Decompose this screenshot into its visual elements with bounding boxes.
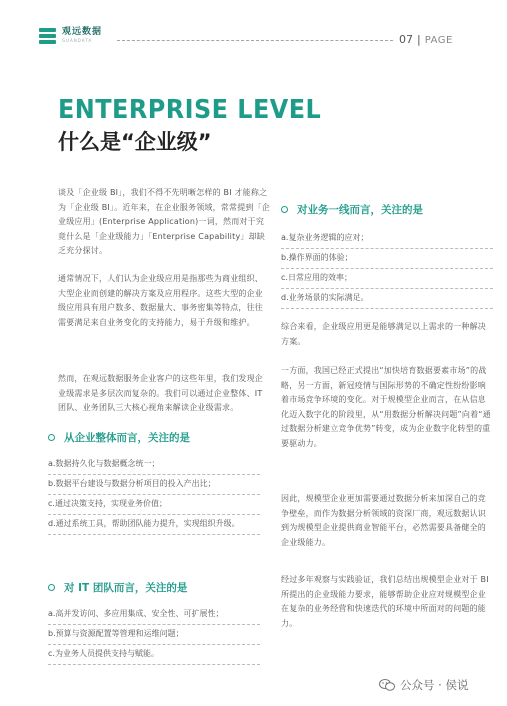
- right-paragraph-4: 经过多年观察与实践验证，我们总结出规模型企业对于 BI 所提出的企业级能力要求，能够帮助企业应对规模型企业在复杂的业务经营和快速迭代的环境中所面对的问题的能力。: [281, 575, 489, 628]
- page-label: PAGE: [424, 35, 453, 46]
- bullet-ring-icon: [48, 434, 55, 441]
- brand-subtitle: GUANDATA: [62, 38, 93, 43]
- title-chinese: 什么是“企业级”: [58, 130, 212, 154]
- list-item: c.通过决策支持，实现业务价值；: [48, 495, 260, 515]
- section-heading-business: [281, 202, 423, 217]
- right-paragraph-2: 一方面，我国已经正式提出“加快培育数据要素市场”的战略，另一方面，新冠疫情与国际形势的不确定性纷纷影响着市场竞争环境的变化。对于规模型企业而言，在从信息化迈入数字化的阶段里，从“用数据分析解决问题”向着“通过数据分析建立竞争优势”转变，成为企业数字化转型的重要驱动力。: [281, 366, 491, 448]
- watermark-text: 公众号 · 侯说: [400, 678, 469, 692]
- bullet-ring-icon: [281, 206, 288, 213]
- page-indicator: 07 | PAGE: [399, 33, 453, 46]
- brand-name: 观远数据: [62, 27, 103, 37]
- logo-icon: [39, 27, 56, 44]
- right-paragraph-1: 综合来看，企业级应用更是能够满足以上需求的一种解决方案。: [281, 322, 486, 346]
- section-heading-it: [48, 580, 187, 595]
- right-paragraph-3: 因此，规模型企业更加需要通过数据分析来加深自己的竞争壁垒，而作为数据分析领域的资深厂商，观远数据认识到为规模型企业提供商业智能平台，必然需要具备健全的企业级能力。: [281, 494, 486, 547]
- wechat-icon: [379, 679, 395, 691]
- intro-paragraph-2: 通常情况下，人们认为企业级应用是指那些为商业组织、大型企业而创建的解决方案及应用程序。这些大型的企业级应用具有用户数多、数据量大、事务密集等特点，往往需要满足来自业务变化的支持能力，易于升级和维护。: [58, 274, 263, 327]
- list-item: a.高并发访问、多应用集成、安全性、可扩展性；: [48, 605, 260, 625]
- list-item: c.日常应用的效率；: [281, 269, 493, 289]
- section-heading-text: 对 IT 团队而言，关注的是: [64, 582, 188, 594]
- intro-paragraph-3: 然而，在观远数据服务企业客户的这些年里，我们发现企业级需求是多层次而复杂的。我们可以通过企业整体、IT团队、业务团队三大核心视角来解读企业级需求。: [58, 374, 263, 413]
- enterprise-list: [48, 455, 260, 535]
- it-list: [48, 605, 260, 665]
- list-item: a.复杂业务逻辑的应对；: [281, 229, 493, 249]
- page-number: 07: [399, 33, 413, 46]
- section-heading-text: 从企业整体而言，关注的是: [64, 432, 190, 444]
- business-list: [281, 229, 493, 309]
- intro-paragraph-1: 谈及「企业级 BI」，我们不得不先明晰怎样的 BI 才能称之为「企业级 BI」。近年来，在企业服务领域，常常提到「企业级应用」(Enterprise Application)一词，然而对于究竟什么是「企业级能力」「Enterprise Capability」却缺乏充分探讨。: [58, 188, 270, 256]
- section-heading-enterprise: [48, 430, 190, 445]
- list-item: b.操作界面的体验；: [281, 249, 493, 269]
- watermark: [379, 677, 468, 693]
- section-heading-text: 对业务一线而言，关注的是: [297, 204, 423, 216]
- brand-logo: [39, 27, 102, 44]
- list-item: c.为业务人员提供支持与赋能。: [48, 645, 260, 665]
- header-divider: [117, 40, 393, 41]
- title-english: ENTERPRISE LEVEL: [58, 95, 322, 125]
- list-item: b.预算与资源配置等管理和运维问题；: [48, 625, 260, 645]
- list-item: d.通过系统工具，帮助团队能力提升，实现组织升级。: [48, 515, 260, 535]
- list-item: d.业务场景的实际满足。: [281, 289, 493, 309]
- list-item: b.数据平台建设与数据分析项目的投入产出比；: [48, 475, 260, 495]
- bullet-ring-icon: [48, 584, 55, 591]
- list-item: a.数据持久化与数据概念统一；: [48, 455, 260, 475]
